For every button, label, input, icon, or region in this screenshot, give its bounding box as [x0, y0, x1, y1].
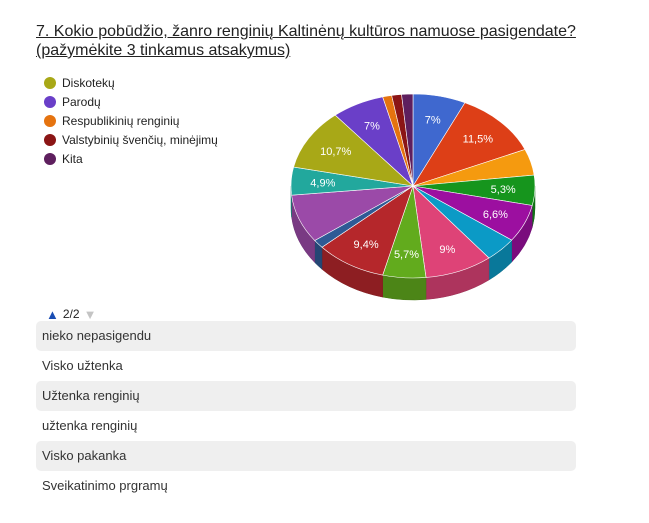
legend-swatch — [44, 115, 56, 127]
legend-label: Respublikinių renginių — [62, 113, 180, 128]
response-item: Visko pakanka — [36, 441, 576, 471]
legend-label: Parodų — [62, 94, 101, 109]
pie-data-label: 7% — [364, 120, 380, 133]
legend-item — [44, 92, 218, 111]
pie-data-label: 5,3% — [490, 184, 516, 197]
response-item: Sveikatinimo prgramų — [42, 478, 168, 493]
legend-item — [44, 130, 218, 149]
legend-swatch — [44, 77, 56, 89]
legend-swatch — [44, 96, 56, 108]
pie-data-label: 9% — [439, 243, 456, 256]
legend-label: Valstybinių švenčių, minėjimų — [62, 132, 218, 147]
legend-item — [44, 73, 218, 92]
pie-data-label: 10,7% — [320, 145, 352, 158]
chart-title: 7. Kokio pobūdžio, žanro renginių Kaltinėnų kultūros namuose pasigendate? (pažymėkite 3 tinkamus atsakymus) — [36, 23, 576, 59]
pie-data-label: 4,9% — [310, 177, 336, 190]
legend-label: Diskotekų — [62, 75, 115, 90]
next-page-icon[interactable]: ▼ — [83, 306, 97, 322]
response-item: Visko užtenka — [42, 358, 123, 373]
response-item: užtenka renginių — [42, 418, 138, 433]
pie-data-label: 5,7% — [393, 248, 420, 261]
page-indicator: 2/2 — [62, 307, 80, 321]
pie-data-label: 11,5% — [462, 133, 494, 146]
pie-data-label: 7% — [424, 114, 441, 127]
legend-label: Kita — [62, 151, 83, 166]
legend-item — [44, 149, 218, 168]
legend-swatch — [44, 153, 56, 165]
pie-data-label: 9,4% — [353, 239, 379, 252]
pie-chart — [282, 84, 544, 314]
response-item: nieko nepasigendu — [36, 321, 576, 351]
response-list — [36, 321, 576, 501]
legend — [44, 73, 218, 168]
pagination — [46, 307, 96, 321]
pie-data-label: 6,6% — [482, 208, 508, 221]
legend-item — [44, 111, 218, 130]
pie-slice-side — [383, 275, 426, 300]
response-item: Užtenka renginių — [36, 381, 576, 411]
previous-page-icon[interactable]: ▲ — [46, 306, 59, 322]
legend-swatch — [44, 134, 56, 146]
